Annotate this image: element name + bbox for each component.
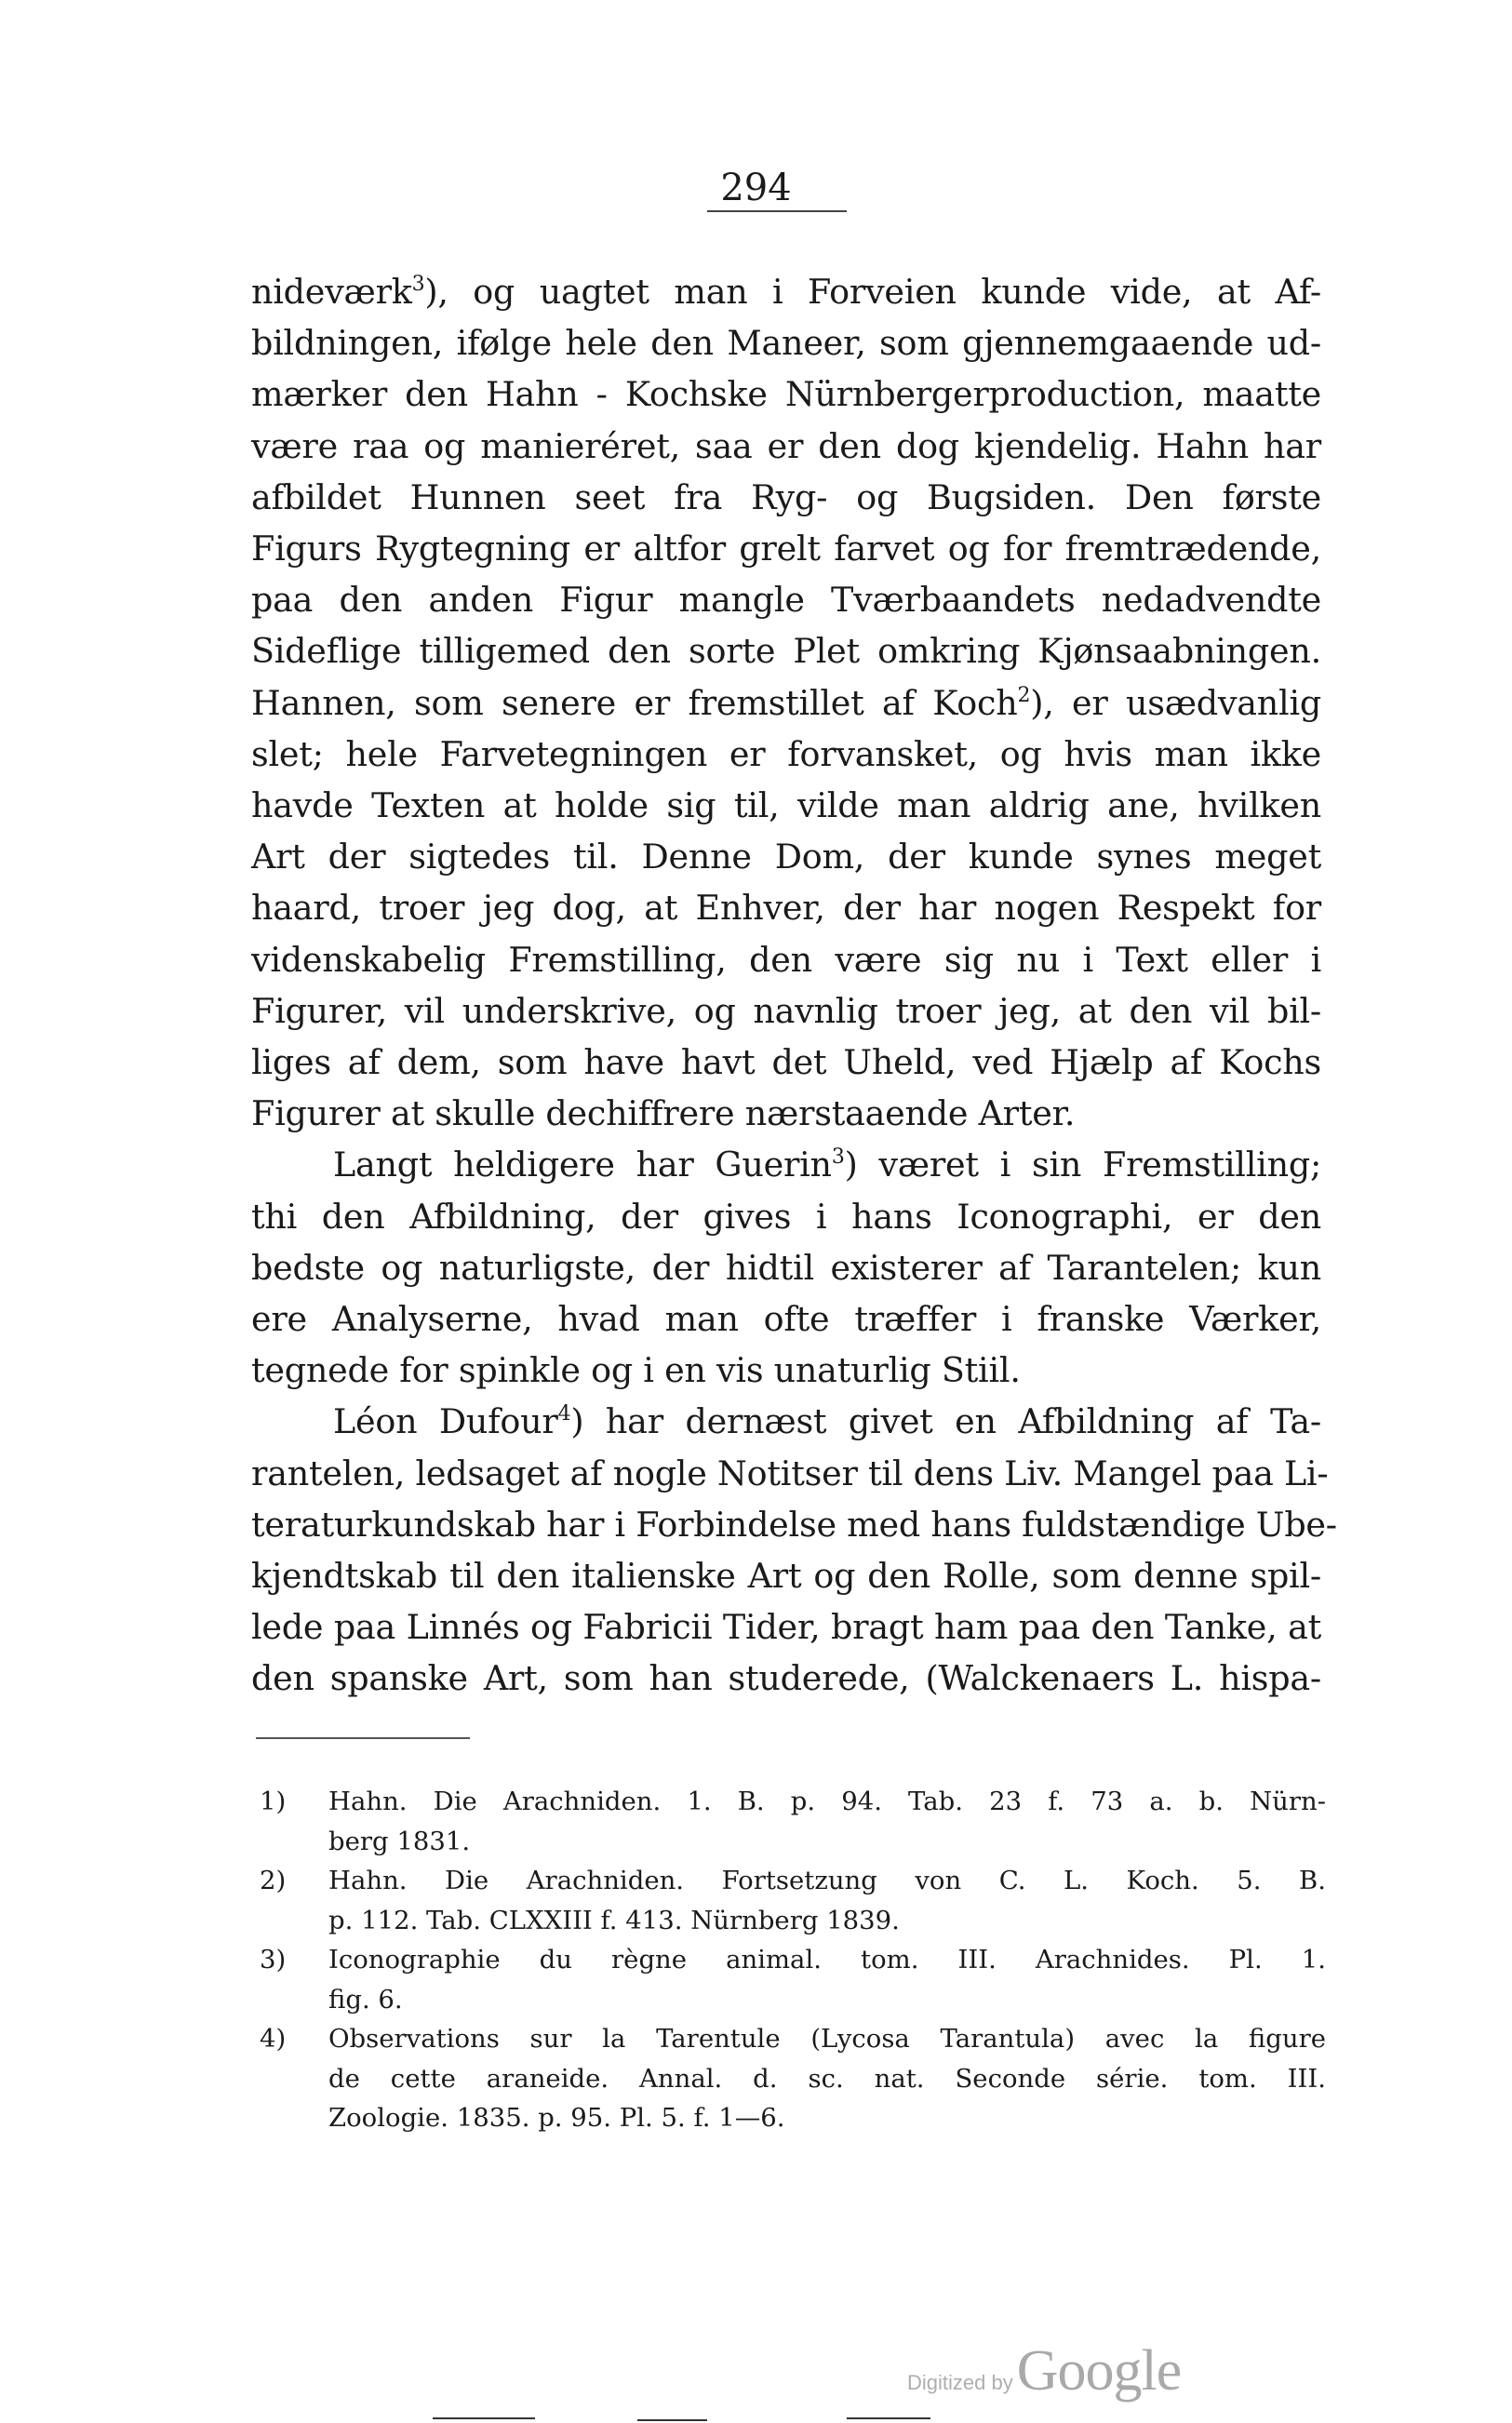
text-line (251, 1242, 1321, 1293)
text-segment: Figurer, vil underskrive, og navnlig troer jeg, at den vil bil- (251, 990, 1321, 1031)
page-number-underline (707, 210, 847, 212)
footnote-marker: 3) (260, 1945, 287, 1975)
text-line (251, 1601, 1321, 1653)
text-line (251, 729, 1321, 780)
text-segment: videnskabelig Fremstilling, den være sig nu i Text eller i (251, 939, 1321, 980)
text-line (251, 831, 1321, 882)
text-segment: bedste og naturligste, der hidtil existerer af Tarantelen; kun (251, 1247, 1321, 1288)
text-segment: Hannen, som senere er fremstillet af Koch (251, 682, 1018, 723)
footnote-line: berg 1831. (328, 1826, 471, 1856)
footnote-separator (256, 1737, 470, 1739)
text-line (251, 985, 1321, 1037)
text-segment: ) har dernæst givet en Afbildning af Ta- (570, 1401, 1321, 1442)
text-segment: ), og uagtet man i Forveien kunde vide, at Af- (424, 272, 1321, 312)
bottom-rule (847, 2417, 930, 2419)
text-segment: kjendtskab til den italienske Art og den Rolle, som denne spil- (251, 1556, 1321, 1597)
text-line (251, 1653, 1321, 1704)
text-line (251, 1191, 1321, 1242)
footnote-reference: 3 (831, 1145, 845, 1170)
text-line (251, 472, 1321, 523)
footnote-marker: 4) (260, 2024, 287, 2054)
text-line (251, 523, 1321, 574)
text-line (251, 1293, 1321, 1345)
text-segment: bildningen, ifølge hele den Maneer, som gjennemgaaende ud- (251, 323, 1321, 364)
footnote-marker: 1) (260, 1787, 287, 1816)
footnote-reference: 4 (557, 1402, 571, 1426)
text-line (251, 1448, 1329, 1499)
text-line (251, 1139, 1321, 1190)
text-segment: tegnede for spinkle og i en vis unaturlig Stiil. (251, 1350, 1021, 1391)
text-line (251, 625, 1321, 676)
text-segment: Léon Dufour (333, 1401, 558, 1442)
footnote-reference: 3 (411, 273, 425, 296)
text-segment: Langt heldigere har Guerin (333, 1145, 832, 1185)
text-segment: nideværk (251, 272, 412, 312)
text-line (251, 1088, 1321, 1139)
text-line (251, 677, 1321, 729)
text-segment: rantelen, ledsaget af nogle Notitser til dens Liv. Mangel paa Li- (251, 1452, 1329, 1493)
text-segment: teraturkundskab har i Forbindelse med hans fuldstændige Ube- (251, 1504, 1337, 1545)
footnote-line: Hahn. Die Arachniden. 1. B. p. 94. Tab. 23 f. 73 a. b. Nürn- (328, 1787, 1326, 1816)
footnote-line: Iconographie du règne animal. tom. III. Arachnides. Pl. 1. (328, 1945, 1326, 1975)
text-segment: Figurer at skulle dechiffrere nærstaaende Arter. (251, 1093, 1076, 1134)
text-segment: lede paa Linnés og Fabricii Tider, bragt ham paa den Tanke, at (251, 1607, 1321, 1648)
text-segment: Sideflige tilligemed den sorte Plet omkring Kjønsaabningen. (251, 631, 1321, 672)
text-segment: ), er usædvanlig (1030, 682, 1322, 723)
text-line (251, 266, 1321, 317)
google-logo: Google (1016, 2339, 1182, 2403)
text-segment: haard, troer jeg dog, at Enhver, der har nogen Respekt for (251, 888, 1321, 929)
footnotes (256, 1782, 1326, 2138)
text-segment: afbildet Hunnen seet fra Ryg- og Bugsiden. Den første (251, 476, 1321, 517)
text-segment: slet; hele Farvetegningen er forvansket, og hvis man ikke (251, 733, 1321, 774)
text-segment: ere Analyserne, hvad man ofte træffer i franske Værker, (251, 1299, 1321, 1340)
footnote-reference: 2 (1017, 683, 1031, 707)
text-line (251, 1345, 1321, 1396)
text-line (251, 882, 1321, 933)
text-segment: thi den Afbildning, der gives i hans Iconographi, er den (251, 1196, 1321, 1237)
page-number: 294 (720, 167, 792, 209)
body-text (251, 266, 1337, 1705)
footnote-line: Zoologie. 1835. p. 95. Pl. 5. f. 1—6. (328, 2103, 785, 2133)
text-line (251, 1037, 1321, 1088)
footnote (256, 1782, 1326, 1861)
footnote-line: Hahn. Die Arachniden. Fortsetzung von C. L. Koch. 5. B. (328, 1866, 1326, 1895)
watermark-prefix: Digitized by (907, 2371, 1013, 2394)
digitized-watermark (907, 2338, 1181, 2404)
text-line (251, 421, 1321, 472)
text-line (251, 1396, 1321, 1447)
text-line (251, 1499, 1337, 1550)
footnote (256, 1940, 1326, 2019)
footnote-line: Observations sur la Tarentule (Lycosa Tarantula) avec la figure (328, 2024, 1326, 2054)
text-line (251, 574, 1321, 625)
text-segment: mærker den Hahn - Kochske Nürnbergerproduction, maatte (251, 374, 1321, 415)
text-segment: være raa og manieréret, saa er den dog kjendelig. Hahn har (251, 425, 1321, 466)
text-segment: liges af dem, som have havt det Uheld, ved Hjælp af Kochs (251, 1042, 1321, 1083)
text-line (251, 317, 1321, 368)
footnote-marker: 2) (260, 1866, 287, 1895)
text-segment: Figurs Rygtegning er altfor grelt farvet og for fremtrædende, (251, 529, 1321, 569)
text-line (251, 368, 1321, 420)
text-line (251, 934, 1321, 985)
text-segment: Art der sigtedes til. Denne Dom, der kunde synes meget (251, 837, 1321, 877)
footnote-line: p. 112. Tab. CLXXIII f. 413. Nürnberg 1839. (328, 1905, 900, 1935)
text-segment: havde Texten at holde sig til, vilde man aldrig ane, hvilken (251, 785, 1321, 826)
bottom-rule (433, 2417, 535, 2419)
text-segment: paa den anden Figur mangle Tværbaandets nedadvendte (251, 580, 1321, 621)
text-line (251, 1550, 1321, 1601)
footnote (256, 2019, 1326, 2138)
text-segment: ) været i sin Fremstilling; (844, 1145, 1321, 1185)
footnote (256, 1861, 1326, 1940)
bottom-rule (637, 2419, 707, 2421)
text-segment: den spanske Art, som han studerede, (Walckenaers L. hispa- (251, 1658, 1321, 1699)
footnote-line: de cette araneide. Annal. d. sc. nat. Seconde série. tom. III. (328, 2063, 1326, 2094)
footnote-line: fig. 6. (328, 1984, 403, 2015)
text-line (251, 780, 1321, 831)
